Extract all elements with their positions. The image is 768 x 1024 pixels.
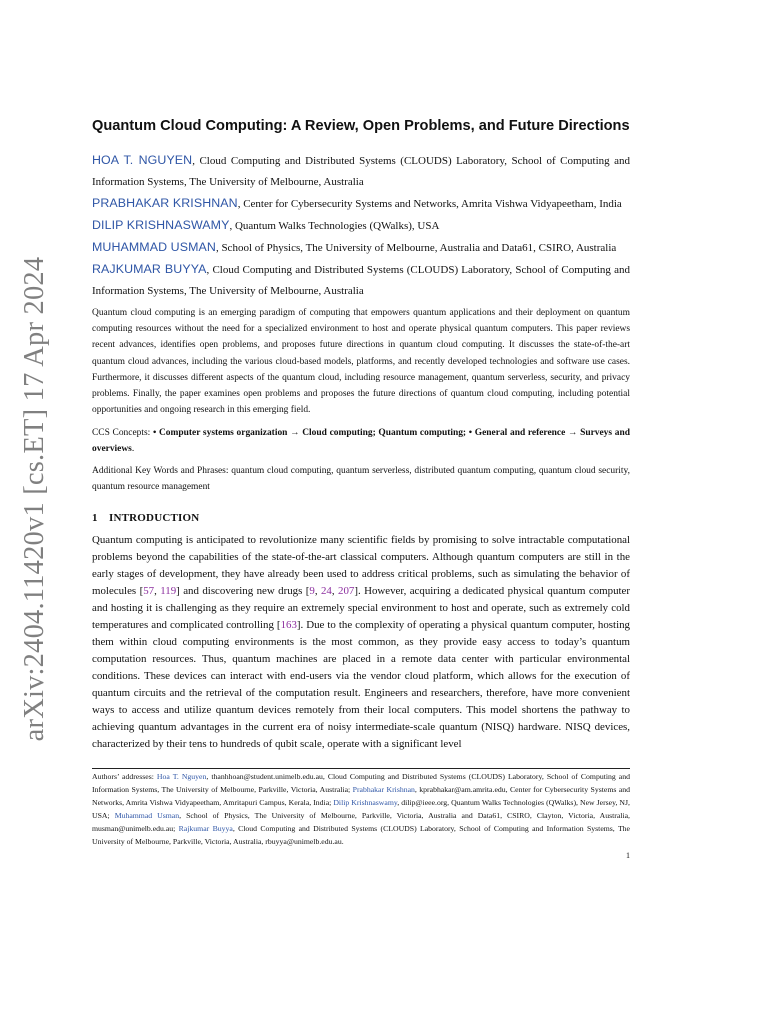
author-name: PRABHAKAR KRISHNAN xyxy=(92,196,238,210)
author-affiliation: , Cloud Computing and Distributed Systems (CLOUDS) Laboratory, School of Computing and Information Systems, The University of Melbourne, Australia xyxy=(92,155,630,188)
footnote-text: , Cloud Computing and Distributed Systems (CLOUDS) Laboratory, School of Computing and Information Systems, The University of Melbourne, Parkville, Victoria, Australia, rbuyya@unimelb.edu.au. xyxy=(92,824,630,846)
intro-text: ] and discovering new drugs [ xyxy=(176,585,310,597)
author-name: DILIP KRISHNASWAMY xyxy=(92,218,230,232)
author-name: HOA T. NGUYEN xyxy=(92,153,193,167)
ccs-label: CCS Concepts: xyxy=(92,428,153,438)
footnote-text: , thanhhoan@student.unimelb.edu.au, Cloud Computing and Distributed Systems (CLOUDS) Laboratory, School of Computing and Information Systems, The University of Melbourne, Parkville, Victoria, Australia; xyxy=(92,772,630,794)
citation-link[interactable]: 24 xyxy=(320,585,332,597)
footnote-text: , kprabhakar@am.amrita.edu, Center for Cybersecurity Systems and Networks, Amrita Vishwa Vidyapeetham, Amritapuri Campus, Kerala, India; xyxy=(92,785,631,807)
keywords: Additional Key Words and Phrases: quantum cloud computing, quantum serverless, distributed quantum computing, quantum cloud security, quantum resource management xyxy=(92,466,630,493)
abstract: Quantum cloud computing is an emerging paradigm of computing that empowers quantum applications and their deployment on quantum computing resources without the need for a specialized environment to host and operate physical quantum computers. This paper reviews recent advances, identifies open problems, and proposes future directions in quantum cloud computing. It discusses the state-of-the-art quantum cloud advances, including the various cloud-based models, platforms, and recently developed technologies and software use cases. Furthermore, it discusses different aspects of the quantum cloud, including resource management, quantum serverless, security, and privacy problems. Finally, the paper examines open problems and proposes the future directions of quantum cloud computing, including potential opportunities and ongoing research in this emerging field. xyxy=(92,308,630,416)
author-link[interactable]: Prabhakar Krishnan xyxy=(352,785,415,794)
citation-link[interactable]: 57 xyxy=(143,585,155,597)
ccs-end: . xyxy=(131,444,135,455)
author-entry xyxy=(92,259,630,302)
intro-text: ]. Due to the complexity of operating a physical quantum computer, hosting them within cloud computing environments is the most common, as they provide easy access to today’s quantum computation resources. Thus, quantum machines are placed in a remote data center with particular environmental conditions. These devices can interact with end-users via the vendor cloud platform, which allows for the execution of quantum circuits and the retrieval of the computation result. Engineers and researchers, therefore, have more convenient ways to access and utilize quantum devices remotely from their local computers. This model shortens the pathway to achieving quantum advantages in the current era of noisy intermediate-scale quantum (NISQ) hardware. NISQ devices, characterized by their tens to hundreds of qubit scale, operate with a significant level xyxy=(92,619,630,750)
section-number: 1 xyxy=(92,512,98,524)
ccs-concept-systems: • Computer systems organization → Cloud computing; Quantum computing; xyxy=(152,428,467,438)
arxiv-sidebar-stamp xyxy=(18,256,52,742)
intro-text: , xyxy=(331,585,338,597)
footnote-divider xyxy=(92,768,630,769)
footnote-text: Authors’ addresses: xyxy=(92,772,157,781)
authors-addresses-footnote xyxy=(92,770,630,848)
author-entry xyxy=(92,150,630,193)
author-name: RAJKUMAR BUYYA xyxy=(92,262,207,276)
intro-text: , xyxy=(314,585,321,597)
ccs-concept-general: • General and reference → Surveys and overviews xyxy=(92,428,630,455)
introduction-paragraph xyxy=(92,532,630,753)
author-name: MUHAMMAD USMAN xyxy=(92,240,216,254)
author-affiliation: , Center for Cybersecurity Systems and Networks, Amrita Vishwa Vidyapeetham, India xyxy=(237,198,622,210)
intro-text: Quantum computing is anticipated to revolutionize many scientific fields by promising to solve intractable computational problems beyond the capabilities of the state-of-the-art classical computers. Although quantum computers are still in the early stages of development, they have already been used to address critical problems, such as simulating the behavior of molecules [ xyxy=(92,534,630,597)
footnote-text: , School of Physics, The University of Melbourne, Parkville, Victoria, Australia and Data61, CSIRO, Clayton, Victoria, Australia, musman@unimelb.edu.au; xyxy=(92,811,630,833)
footnote-text: , dilip@ieee.org, Quantum Walks Technologies (QWalks), New Jersey, NJ, USA; xyxy=(92,798,630,820)
intro-text: ]. However, acquiring a dedicated physical quantum computer and hosting it is challenging as they require an extremely special environment to host and operate, such as extremely cold temperatures and complicated controlling [ xyxy=(92,585,630,631)
section-title: INTRODUCTION xyxy=(109,512,200,524)
author-affiliation: , Cloud Computing and Distributed Systems (CLOUDS) Laboratory, School of Computing and Information Systems, The University of Melbourne, Australia xyxy=(92,264,630,297)
author-affiliation: , School of Physics, The University of Melbourne, Australia and Data61, CSIRO, Australia xyxy=(215,242,617,254)
citation-link[interactable]: 119 xyxy=(160,585,177,597)
paper-title: Quantum Cloud Computing: A Review, Open Problems, and Future Directions xyxy=(92,118,630,134)
section-heading-introduction xyxy=(92,512,199,524)
page-number: 1 xyxy=(626,851,630,860)
author-list xyxy=(92,150,630,302)
author-entry xyxy=(92,237,630,259)
author-entry xyxy=(92,215,630,237)
author-link[interactable]: Dilip Krishnaswamy xyxy=(333,798,398,807)
author-link[interactable]: Muhammad Usman xyxy=(114,811,180,820)
intro-text: , xyxy=(154,585,161,597)
citation-link[interactable]: 9 xyxy=(309,585,315,597)
author-link[interactable]: Rajkumar Buyya xyxy=(178,824,233,833)
citation-link[interactable]: 207 xyxy=(338,585,355,597)
author-link[interactable]: Hoa T. Nguyen xyxy=(156,772,207,781)
arxiv-identifier: arXiv:2404.11420v1 [cs.ET] 17 Apr 2024 xyxy=(19,256,50,742)
citation-link[interactable]: 163 xyxy=(280,619,297,631)
author-affiliation: , Quantum Walks Technologies (QWalks), USA xyxy=(229,220,440,232)
author-entry xyxy=(92,193,630,215)
ccs-concepts xyxy=(92,425,630,457)
